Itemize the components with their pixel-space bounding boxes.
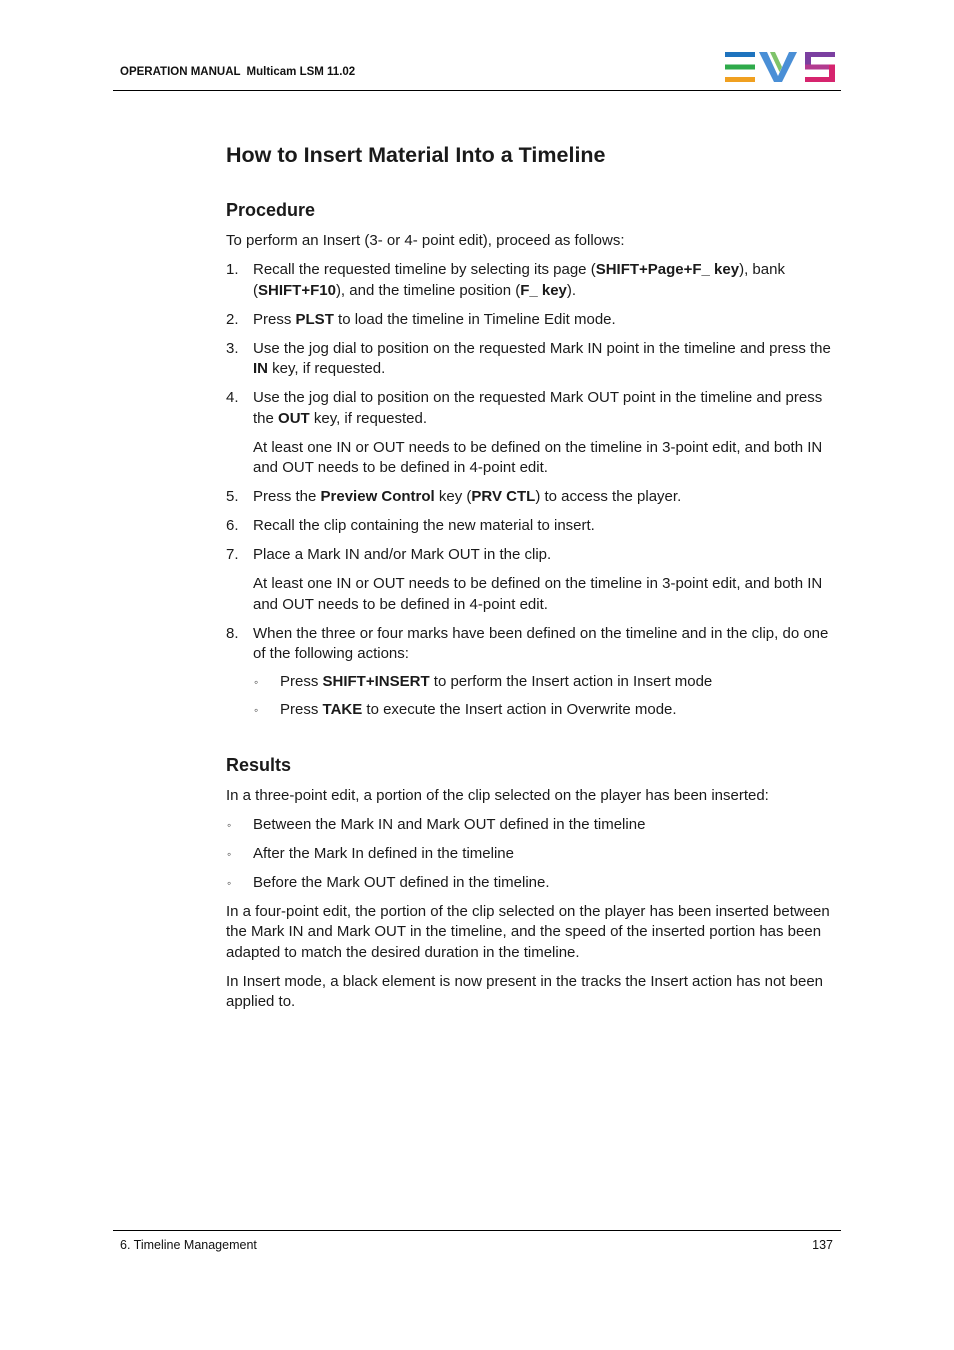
- results-list: [226, 815, 844, 894]
- text-run: Press: [253, 310, 296, 328]
- text-run: ), and the timeline position (: [335, 281, 521, 299]
- logo-s-bottom: [805, 77, 835, 82]
- page-content: [226, 141, 844, 1013]
- text-run: Use the jog dial to position on the requested Mark OUT point in the timeline and press the: [253, 389, 823, 427]
- manual-label: OPERATION MANUAL: [120, 66, 241, 78]
- step-number: 4.: [226, 389, 239, 406]
- page-number: 137: [812, 1238, 833, 1252]
- procedure-step: [226, 339, 844, 380]
- text-run: ).: [566, 281, 577, 299]
- key-name: IN: [253, 360, 268, 377]
- key-name: Preview Control: [320, 488, 435, 505]
- step-text: [253, 310, 844, 331]
- bullet-item: [253, 700, 844, 721]
- procedure-step: [226, 260, 844, 301]
- header-rule: [113, 90, 841, 91]
- text-run: key, if requested.: [309, 409, 427, 427]
- bullet-item: [226, 873, 844, 894]
- bullet-icon: ◦: [254, 703, 259, 717]
- results-paragraph-insert-mode: In Insert mode, a black element is now present in the tracks the Insert action has not been applied to.: [226, 972, 823, 1010]
- step-number: 3.: [226, 339, 239, 357]
- key-name: PLST: [295, 310, 334, 328]
- footer-rule: [113, 1230, 841, 1231]
- procedure-step: [226, 545, 844, 615]
- step-number: 1.: [226, 261, 239, 278]
- text-run: Press the: [253, 488, 321, 505]
- logo-bar-green: [725, 65, 755, 70]
- key-name: SHIFT+Page+F_ key: [595, 261, 740, 278]
- text-run: to load the timeline in Timeline Edit mode.: [333, 310, 616, 328]
- step-text: [253, 545, 844, 566]
- step-number: 7.: [226, 546, 239, 563]
- logo-bar-orange: [725, 77, 755, 82]
- step-text: [253, 487, 844, 508]
- procedure-step: [226, 516, 844, 537]
- step-note: At least one IN or OUT needs to be defined on the timeline in 3-point edit, and both IN and OUT needs to be defined in 4-point edit.: [253, 438, 823, 476]
- step-text: [253, 388, 844, 429]
- step-text: [253, 260, 844, 301]
- step-number: 2.: [226, 310, 239, 328]
- key-name: OUT: [278, 409, 310, 427]
- text-run: Place a Mark IN and/or Mark OUT in the clip.: [253, 546, 552, 563]
- text-run: ) to access the player.: [535, 488, 682, 505]
- procedure-step: [226, 388, 844, 479]
- procedure-intro: To perform an Insert (3- or 4- point edit), proceed as follows:: [226, 232, 625, 249]
- bullet-icon: ◦: [227, 846, 232, 861]
- text-run: key (: [434, 488, 472, 505]
- text-run: When the three or four marks have been defined on the timeline and in the clip, do one of the following actions:: [253, 624, 829, 662]
- bullet-item: [226, 844, 844, 865]
- step-text: [253, 339, 844, 380]
- step-options: [253, 672, 844, 721]
- text-run: Recall the requested timeline by selecting its page (: [253, 261, 596, 278]
- step-number: 5.: [226, 488, 239, 505]
- text-run: to execute the Insert action in Overwrite mode.: [362, 701, 677, 718]
- bullet-icon: ◦: [227, 817, 232, 832]
- text-run: to perform the Insert action in Insert mode: [429, 673, 713, 690]
- step-text: [253, 624, 844, 665]
- product-label: Multicam LSM 11.02: [246, 66, 356, 78]
- results-heading: Results: [226, 754, 292, 775]
- step-note: At least one IN or OUT needs to be defined on the timeline in 3-point edit, and both IN and OUT needs to be defined in 4-point edit.: [253, 575, 823, 613]
- step-number: 6.: [226, 517, 239, 534]
- page-title: How to Insert Material Into a Timeline: [226, 143, 606, 167]
- bullet-item: [226, 815, 844, 836]
- key-name: SHIFT+F10: [258, 281, 336, 299]
- procedure-step: [226, 624, 844, 721]
- bullet-text: [280, 701, 677, 718]
- bullet-text: Between the Mark IN and Mark OUT defined in the timeline: [253, 815, 646, 833]
- text-run: ), bank (: [253, 261, 785, 299]
- key-name: PRV CTL: [471, 488, 536, 505]
- bullet-text: After the Mark In defined in the timeline: [253, 844, 514, 862]
- procedure-step: [226, 487, 844, 508]
- text-run: Recall the clip containing the new material to insert.: [253, 517, 595, 534]
- evs-logo: [725, 52, 835, 82]
- footer-chapter: 6. Timeline Management: [120, 1238, 257, 1252]
- procedure-steps: [226, 260, 844, 721]
- key-name: SHIFT+INSERT: [322, 673, 430, 690]
- bullet-icon: ◦: [254, 675, 259, 689]
- bullet-item: [253, 672, 844, 693]
- procedure-heading: Procedure: [226, 200, 316, 220]
- results-intro: In a three-point edit, a portion of the clip selected on the player has been inserted:: [226, 786, 769, 804]
- step-number: 8.: [226, 624, 239, 642]
- bullet-text: Before the Mark OUT defined in the timeline.: [253, 873, 550, 891]
- bullet-text: [280, 673, 712, 690]
- step-text: [253, 516, 844, 537]
- procedure-step: [226, 310, 844, 331]
- bullet-icon: ◦: [227, 875, 232, 890]
- results-paragraph-four-point: In a four-point edit, the portion of the clip selected on the player has been inserted between the Mark IN and Mark OUT in the timeline, and the speed of the inserted portion has been adapted to match the desired duration in the timeline.: [226, 902, 830, 961]
- text-run: key, if requested.: [268, 360, 386, 377]
- text-run: Press: [280, 701, 323, 718]
- key-name: TAKE: [322, 701, 363, 718]
- header-title: [120, 66, 355, 78]
- logo-bar-blue: [725, 52, 755, 57]
- text-run: Press: [280, 673, 323, 690]
- key-name: F_ key: [520, 281, 567, 299]
- text-run: Use the jog dial to position on the requested Mark IN point in the timeline and press the: [253, 339, 831, 357]
